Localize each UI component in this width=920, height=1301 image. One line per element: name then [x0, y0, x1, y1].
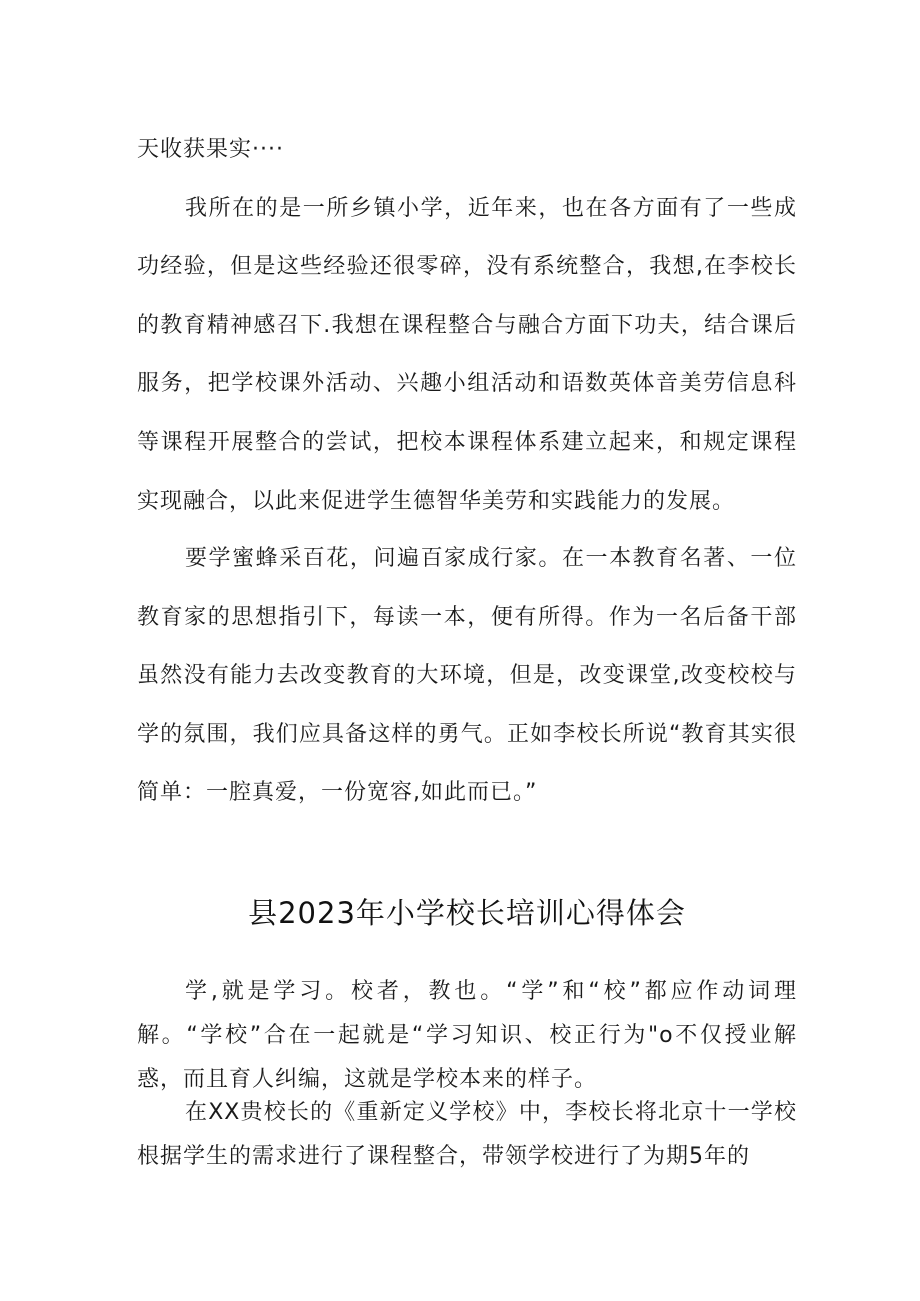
paragraph-school-experience: 我所在的是一所乡镇小学，近年来，也在各方面有了一些成功经验，但是这些经验还很零碎，没有系统整合，我想,在李校长的教育精神感召下.我想在课程整合与融合方面下功夫，结合课后服务，把学校课外活动、兴趣小组活动和语数英体音美劳信息科等课程开展整合的尝试，把校本课程体系建立起来，和规定课程实现融合，以此来促进学生德智华美劳和实践能力的发展。 [137, 195, 797, 514]
paragraph-continuation: 天收获果实···· [137, 137, 284, 162]
paragraph-school-meaning: 学,就是学习。校者，教也。“学”和“校”都应作动词理解。“学校”合在一起就是“学习知识、校正行为"o不仅授业解惑，而且育人纠编，这就是学校本来的样子。 [137, 979, 797, 1092]
paragraph-learning-like-bees: 要学蜜蜂采百花，问遍百家成行家。在一本教育名著、一位教育家的思想指引下，每读一本，便有所得。作为一名后备干部虽然没有能力去改变教育的大环境，但是，改变课堂,改变校校与学的氛围，我们应具备这样的勇气。正如李校长所说“教育其实很简单：一腔真爱，一份宽容,如此而已。” [137, 546, 797, 806]
body-text-section-top [137, 121, 797, 531]
paragraph-redefine-school: 在XX贵校长的《重新定义学校》中，李校长将北京十一学校根据学生的需求进行了课程整合，带领学校进行了为期5年的 [137, 1100, 797, 1169]
document-title: 县2023年小学校长培训心得体会 [248, 896, 686, 930]
